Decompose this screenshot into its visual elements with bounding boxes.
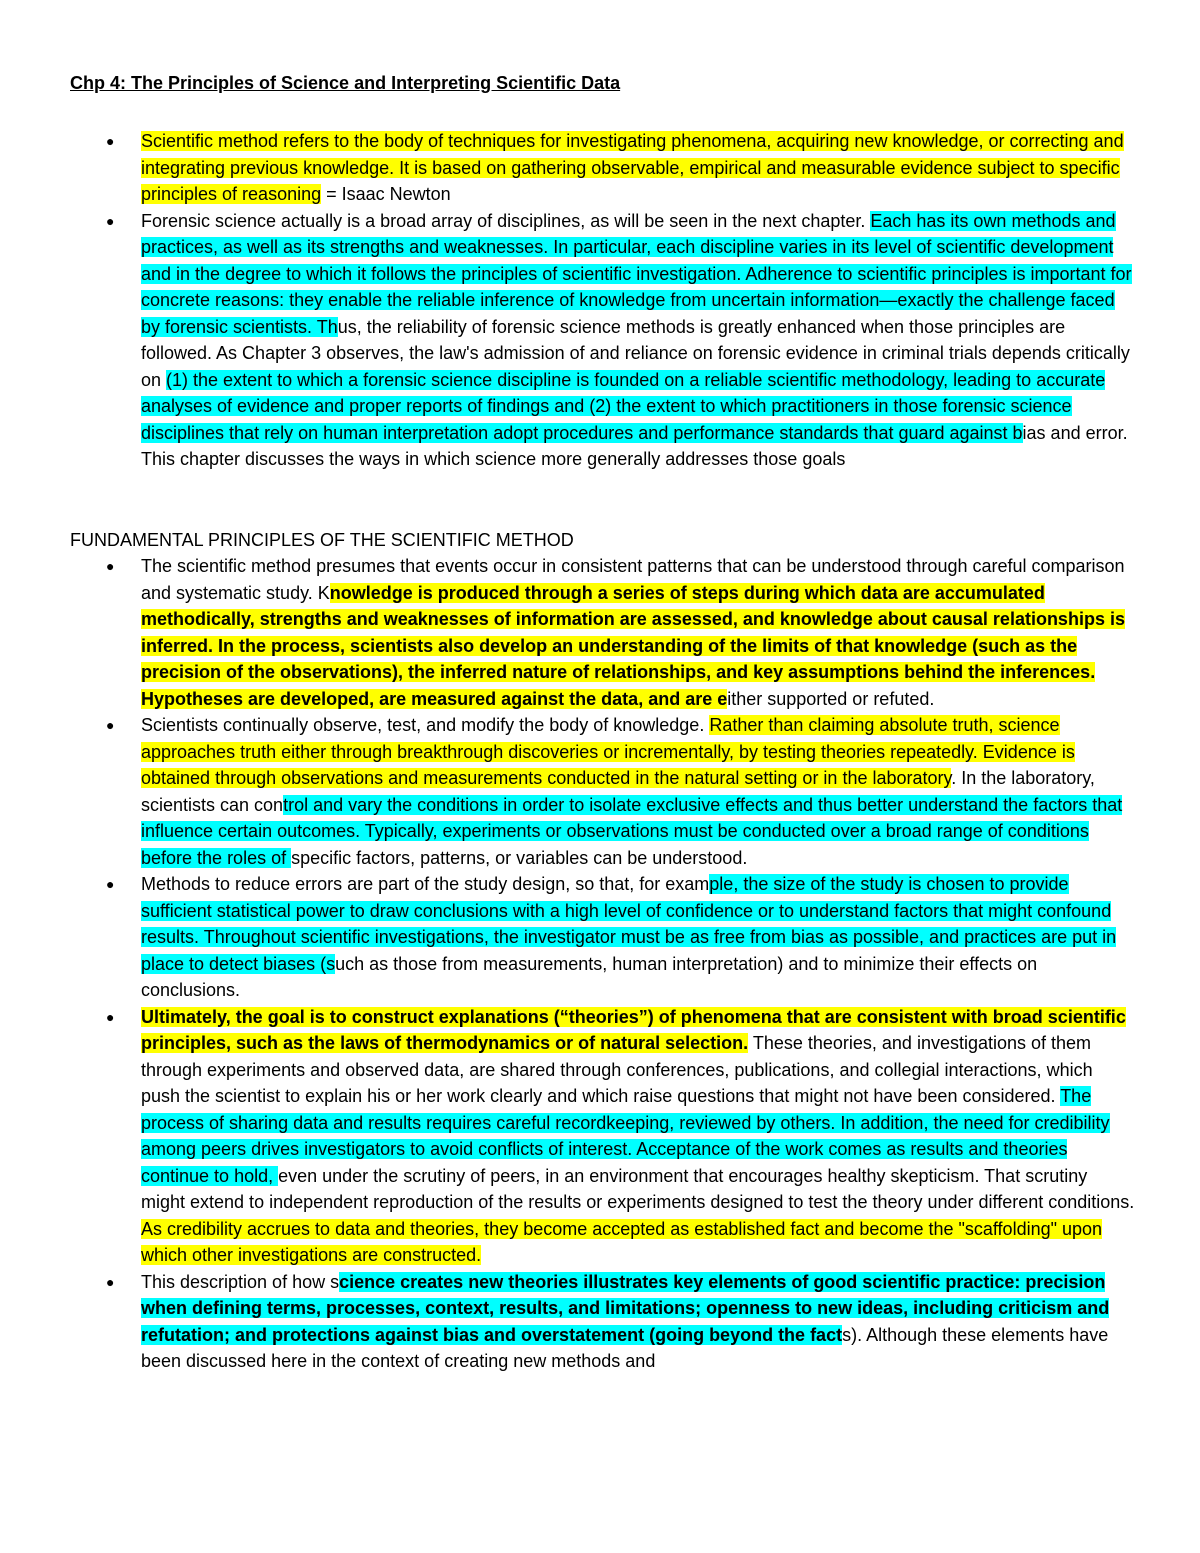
bullet-icon: ●: [106, 1008, 115, 1025]
list-item: [106, 208, 1135, 473]
text-segment: The scientific method presumes that events occur in consistent patterns that can be understood through careful comparison and systematic study. K: [141, 556, 1125, 603]
bullet-icon: ●: [106, 1273, 115, 1290]
text-segment: s). Although these elements have been discussed here in the context of creating new methods and: [141, 1324, 1109, 1371]
text-segment: uch as those from measurements, human interpretation) and to minimize their effects on conclusions.: [141, 953, 1038, 1000]
text-segment: nowledge is produced through a series of steps during which data are accumulated methodically, strengths and weaknesses of information are assessed, and knowledge about causal relationships is inferred. In the process, scientists also develop an understanding of the limits of that knowledge (such as the precision of the observations), the inferred nature of relationships, and key assumptions behind the inferences. Hypotheses are developed, are measured against the data, and are e: [141, 582, 1125, 709]
list-item: [106, 553, 1135, 712]
text-segment: Methods to reduce errors are part of the study design, so that, for exam: [141, 874, 710, 894]
section1-list: [70, 128, 1135, 473]
text-segment: . In the laboratory, scientists can con: [141, 768, 1095, 815]
text-segment: specific factors, patterns, or variables can be understood.: [291, 847, 748, 868]
text-segment: Forensic science actually is a broad array of disciplines, as will be seen in the next chapter.: [141, 210, 871, 231]
text-segment: As credibility accrues to data and theories, they become accepted as established fact and become the "scaffolding" upon which other investigations are constructed.: [141, 1218, 1103, 1265]
text-segment: Scientists continually observe, test, and modify the body of knowledge.: [141, 715, 710, 735]
bullet-icon: ●: [106, 133, 115, 149]
text-segment: Scientific method refers to the body of techniques for investigating phenomena, acquiring new knowledge, or correcting and integrating previous knowledge. It is based on gathering observable, empirical and measurable evidence subject to specific principles of reasoning: [141, 131, 1124, 204]
text-segment: ple, the size of the study is chosen to provide sufficient statistical power to draw conclusions with a high level of confidence or to understand factors that might confound results. Throughout scientific investigations, the investigator must be as free from bias as possible, and practices are put in place to detect biases (s: [141, 874, 1117, 974]
bullet-icon: ●: [106, 558, 115, 574]
text-segment: cience creates new theories illustrates key elements of good scientific practice: precision when defining terms, processes, context, results, and limitations; openness to new ideas, including criticism and refutation; and protections against bias and overstatement (going beyond the fact: [141, 1271, 1110, 1345]
text-segment: Rather than claiming absolute truth, science approaches truth either through breakthrough discoveries or incrementally, by testing theories repeatedly. Evidence is obtained through observations and measurements conducted in the natural setting or in the laboratory: [141, 715, 1075, 788]
bullet-icon: ●: [106, 876, 115, 892]
list-item: [106, 128, 1135, 208]
text-segment: The process of sharing data and results requires careful recordkeeping, reviewed by others. In addition, the need for credibility among peers drives investigators to avoid conflicts of interest. Acceptance of the work comes as results and theories continue to hold,: [141, 1086, 1110, 1186]
text-segment: ither supported or refuted.: [727, 688, 935, 709]
section-heading: FUNDAMENTAL PRINCIPLES OF THE SCIENTIFIC METHOD: [70, 529, 574, 550]
list-item: [106, 871, 1135, 1004]
list-item: [106, 1269, 1135, 1375]
text-segment: Each has its own methods and practices, as well as its strengths and weaknesses. In particular, each discipline varies in its level of scientific development and in the degree to which it follows the principles of scientific investigation. Adherence to scientific principles is important for concrete reasons: they enable the reliable inference of knowledge from uncertain information—exactly the challenge faced by forensic scientists. Th: [141, 210, 1132, 337]
text-segment: (1) the extent to which a forensic science discipline is founded on a reliable scientific methodology, leading to accurate analyses of evidence and proper reports of findings and (2) the extent to which practitioners in those forensic science disciplines that rely on human interpretation adopt procedures and performance standards that guard against b: [141, 369, 1106, 443]
spacer: [70, 473, 1135, 527]
text-segment: This description of how s: [141, 1271, 340, 1292]
page-title: Chp 4: The Principles of Science and Interpreting Scientific Data: [70, 73, 621, 93]
list-item: [106, 712, 1135, 871]
text-segment: us, the reliability of forensic science methods is greatly enhanced when those principles are followed. As Chapter 3 observes, the law's admission of and reliance on forensic evidence in criminal trials depends critically on: [141, 316, 1130, 390]
text-segment: = Isaac Newton: [321, 184, 451, 204]
text-segment: These theories, and investigations of them through experiments and observed data, are shared through conferences, publications, and collegial interactions, which push the scientist to explain his or her work clearly and which raise questions that might not have been considered.: [141, 1033, 1093, 1106]
document-page: [70, 70, 1135, 1375]
text-segment: even under the scrutiny of peers, in an environment that encourages healthy skepticism. That scrutiny might extend to independent reproduction of the results or experiments designed to test the theory under different conditions.: [141, 1165, 1135, 1212]
text-segment: ias and error. This chapter discusses the ways in which science more generally addresses those goals: [141, 422, 1128, 469]
bullet-icon: ●: [106, 717, 115, 733]
text-segment: trol and vary the conditions in order to isolate exclusive effects and thus better understand the factors that influence certain outcomes. Typically, experiments or observations must be conducted over a broad range of conditions before the roles of: [141, 794, 1123, 868]
list-item: [106, 1004, 1135, 1269]
text-segment: Ultimately, the goal is to construct explanations (“theories”) of phenomena that are consistent with broad scientific principles, such as the laws of thermodynamics or of natural selection.: [141, 1006, 1126, 1053]
section2-list: [70, 553, 1135, 1375]
bullet-icon: ●: [106, 212, 115, 229]
